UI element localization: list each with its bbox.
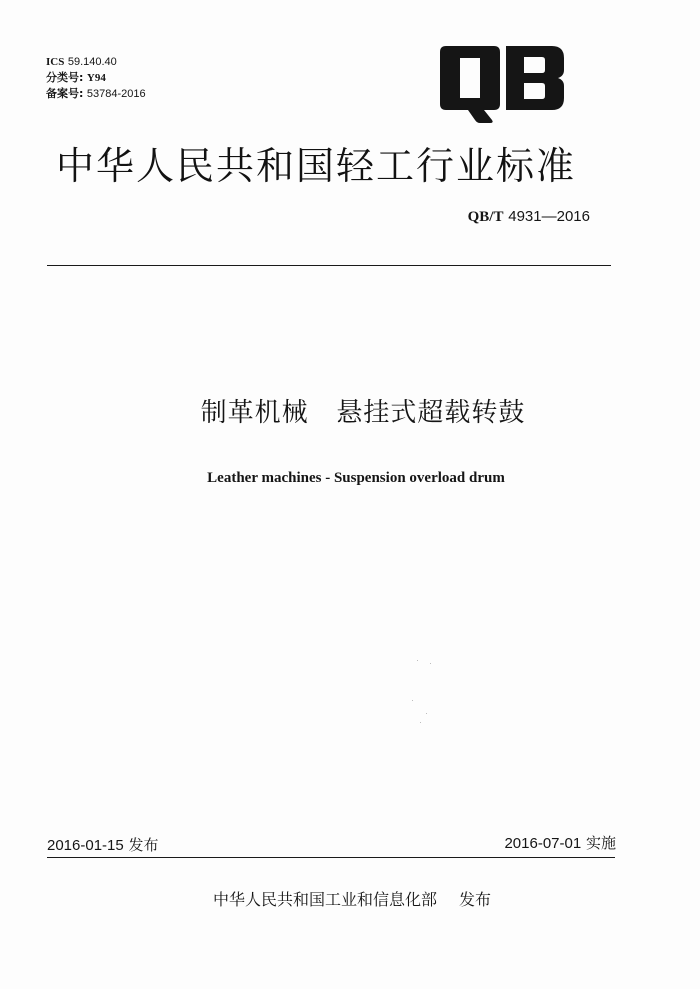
standard-type-title: 中华人民共和国轻工行业标准 xyxy=(56,144,577,188)
issue-date-value: 2016-01-15 xyxy=(47,837,124,854)
document-title-cn-part2: 悬挂式超载转鼓 xyxy=(336,398,526,428)
implementation-date xyxy=(504,832,616,853)
classification-block xyxy=(46,54,146,102)
publisher-name: 中华人民共和国工业和信息化部 xyxy=(212,890,437,909)
qb-logo-b-glyph xyxy=(506,46,564,110)
footer-divider xyxy=(47,857,615,858)
issue-date xyxy=(47,834,159,855)
record-row xyxy=(46,86,146,102)
ics-row xyxy=(46,54,146,70)
record-value: 53784-2016 xyxy=(86,88,146,100)
scan-speck xyxy=(426,713,427,714)
publisher-line xyxy=(0,889,700,911)
issue-date-word: 发布 xyxy=(128,836,159,854)
scan-speck xyxy=(420,722,421,723)
scan-speck xyxy=(430,663,431,664)
scan-speck xyxy=(417,660,418,661)
standard-code: QB/T xyxy=(467,209,504,225)
record-label: 备案号: xyxy=(46,87,84,100)
standard-number-value: 4931—2016 xyxy=(508,208,590,225)
scan-speck xyxy=(412,700,413,701)
ics-label: ICS xyxy=(46,56,65,68)
implementation-date-word: 实施 xyxy=(585,834,616,852)
category-value: Y94 xyxy=(86,72,106,84)
ics-value: 59.140.40 xyxy=(67,56,117,68)
document-title-cn xyxy=(0,396,700,430)
document-title-cn-part1: 制革机械 xyxy=(200,398,309,428)
document-title-en: Leather machines - Suspension overload drum xyxy=(207,470,505,486)
standard-number xyxy=(468,207,590,226)
qb-logo-q-glyph xyxy=(440,46,500,123)
header-divider xyxy=(47,265,611,266)
implementation-date-value: 2016-07-01 xyxy=(504,835,582,852)
category-row xyxy=(46,70,146,86)
publisher-action: 发布 xyxy=(459,890,492,909)
category-label: 分类号: xyxy=(46,71,84,84)
qb-logo xyxy=(440,46,566,126)
